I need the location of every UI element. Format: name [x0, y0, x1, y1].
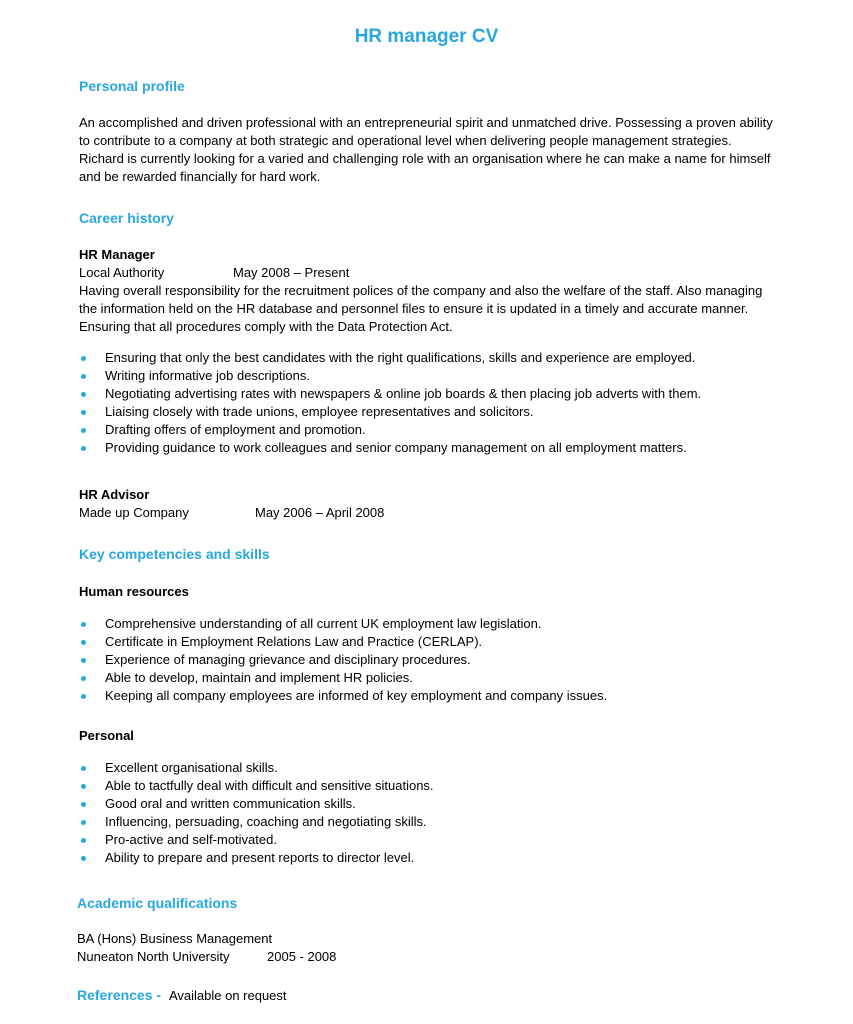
profile-line: An accomplished and driven professional with an entrepreneurial spirit and unmatched drive. Possessing a proven ability — [79, 115, 773, 130]
competencies-heading: Key competencies and skills — [79, 546, 270, 562]
career-history-heading: Career history — [79, 210, 174, 226]
list-item: Ability to prepare and present reports to director level. — [79, 849, 434, 867]
page-title: HR manager CV — [354, 26, 499, 47]
list-item: Able to develop, maintain and implement HR policies. — [79, 669, 607, 687]
references-label: References — [77, 987, 153, 1003]
list-item: Certificate in Employment Relations Law and Practice (CERLAP). — [79, 633, 607, 651]
list-item: Able to tactfully deal with difficult and sensitive situations. — [79, 777, 434, 795]
bullet-icon — [81, 676, 86, 681]
list-item: Drafting offers of employment and promotion. — [79, 421, 701, 439]
bullet-icon — [81, 856, 86, 861]
job-description-line: Having overall responsibility for the recruitment polices of the company and also the welfare of the staff. Also managing — [79, 283, 763, 298]
bullet-icon — [81, 820, 86, 825]
hr-skills-list — [79, 615, 607, 705]
list-item: Good oral and written communication skills. — [79, 795, 434, 813]
bullet-icon — [81, 392, 86, 397]
personal-profile-text — [79, 114, 789, 186]
job-description-line: Ensuring that all procedures comply with the Data Protection Act. — [79, 319, 453, 334]
references-separator: - — [152, 987, 165, 1003]
job-company: Local Authority — [79, 265, 165, 280]
job-company-row — [79, 264, 479, 282]
competency-group-title: Human resources — [79, 584, 189, 599]
references-value: Available on request — [168, 988, 287, 1003]
list-item: Influencing, persuading, coaching and negotiating skills. — [79, 813, 434, 831]
job-description-line: the information held on the HR database and personnel files to ensure it is updated in a timely and accurate manner. — [79, 301, 749, 316]
profile-line: Richard is currently looking for a varied and challenging role with an organisation where he can make a name for himself — [79, 151, 771, 166]
job-title: HR Advisor — [79, 487, 150, 502]
competency-group-title: Personal — [79, 728, 134, 743]
bullet-icon — [81, 640, 86, 645]
list-item: Keeping all company employees are informed of key employment and company issues. — [79, 687, 607, 705]
bullet-icon — [81, 784, 86, 789]
bullet-icon — [81, 802, 86, 807]
job-description — [79, 282, 789, 336]
academic-university: Nuneaton North University — [77, 949, 230, 964]
bullet-icon — [81, 694, 86, 699]
academic-years: 2005 - 2008 — [267, 949, 337, 964]
profile-line: to contribute to a company at both strategic and operational level when delivering people management strategies. — [79, 133, 732, 148]
list-item: Excellent organisational skills. — [79, 759, 434, 777]
job-company-row — [79, 504, 479, 522]
academic-row — [77, 948, 477, 966]
bullet-icon — [81, 838, 86, 843]
bullet-icon — [81, 356, 86, 361]
academic-degree: BA (Hons) Business Management — [77, 931, 273, 946]
bullet-icon — [81, 428, 86, 433]
bullet-icon — [81, 766, 86, 771]
list-item: Providing guidance to work colleagues and senior company management on all employment matters. — [79, 439, 701, 457]
list-item: Pro-active and self-motivated. — [79, 831, 434, 849]
bullet-icon — [81, 658, 86, 663]
job-duties-list — [79, 349, 701, 457]
references-row — [77, 986, 287, 1005]
job-title: HR Manager — [79, 247, 155, 262]
list-item: Liaising closely with trade unions, employee representatives and solicitors. — [79, 403, 701, 421]
list-item: Ensuring that only the best candidates with the right qualifications, skills and experience are employed. — [79, 349, 701, 367]
job-company: Made up Company — [79, 505, 189, 520]
list-item: Writing informative job descriptions. — [79, 367, 701, 385]
academic-heading: Academic qualifications — [77, 895, 238, 911]
personal-profile-heading: Personal profile — [79, 78, 185, 94]
list-item: Experience of managing grievance and disciplinary procedures. — [79, 651, 607, 669]
bullet-icon — [81, 410, 86, 415]
personal-skills-list — [79, 759, 434, 867]
profile-line: and be rewarded financially for hard work. — [79, 169, 321, 184]
list-item: Negotiating advertising rates with newspapers & online job boards & then placing job adverts with them. — [79, 385, 701, 403]
job-dates: May 2008 – Present — [233, 265, 350, 280]
bullet-icon — [81, 446, 86, 451]
list-item: Comprehensive understanding of all current UK employment law legislation. — [79, 615, 607, 633]
job-dates: May 2006 – April 2008 — [255, 505, 385, 520]
bullet-icon — [81, 374, 86, 379]
bullet-icon — [81, 622, 86, 627]
